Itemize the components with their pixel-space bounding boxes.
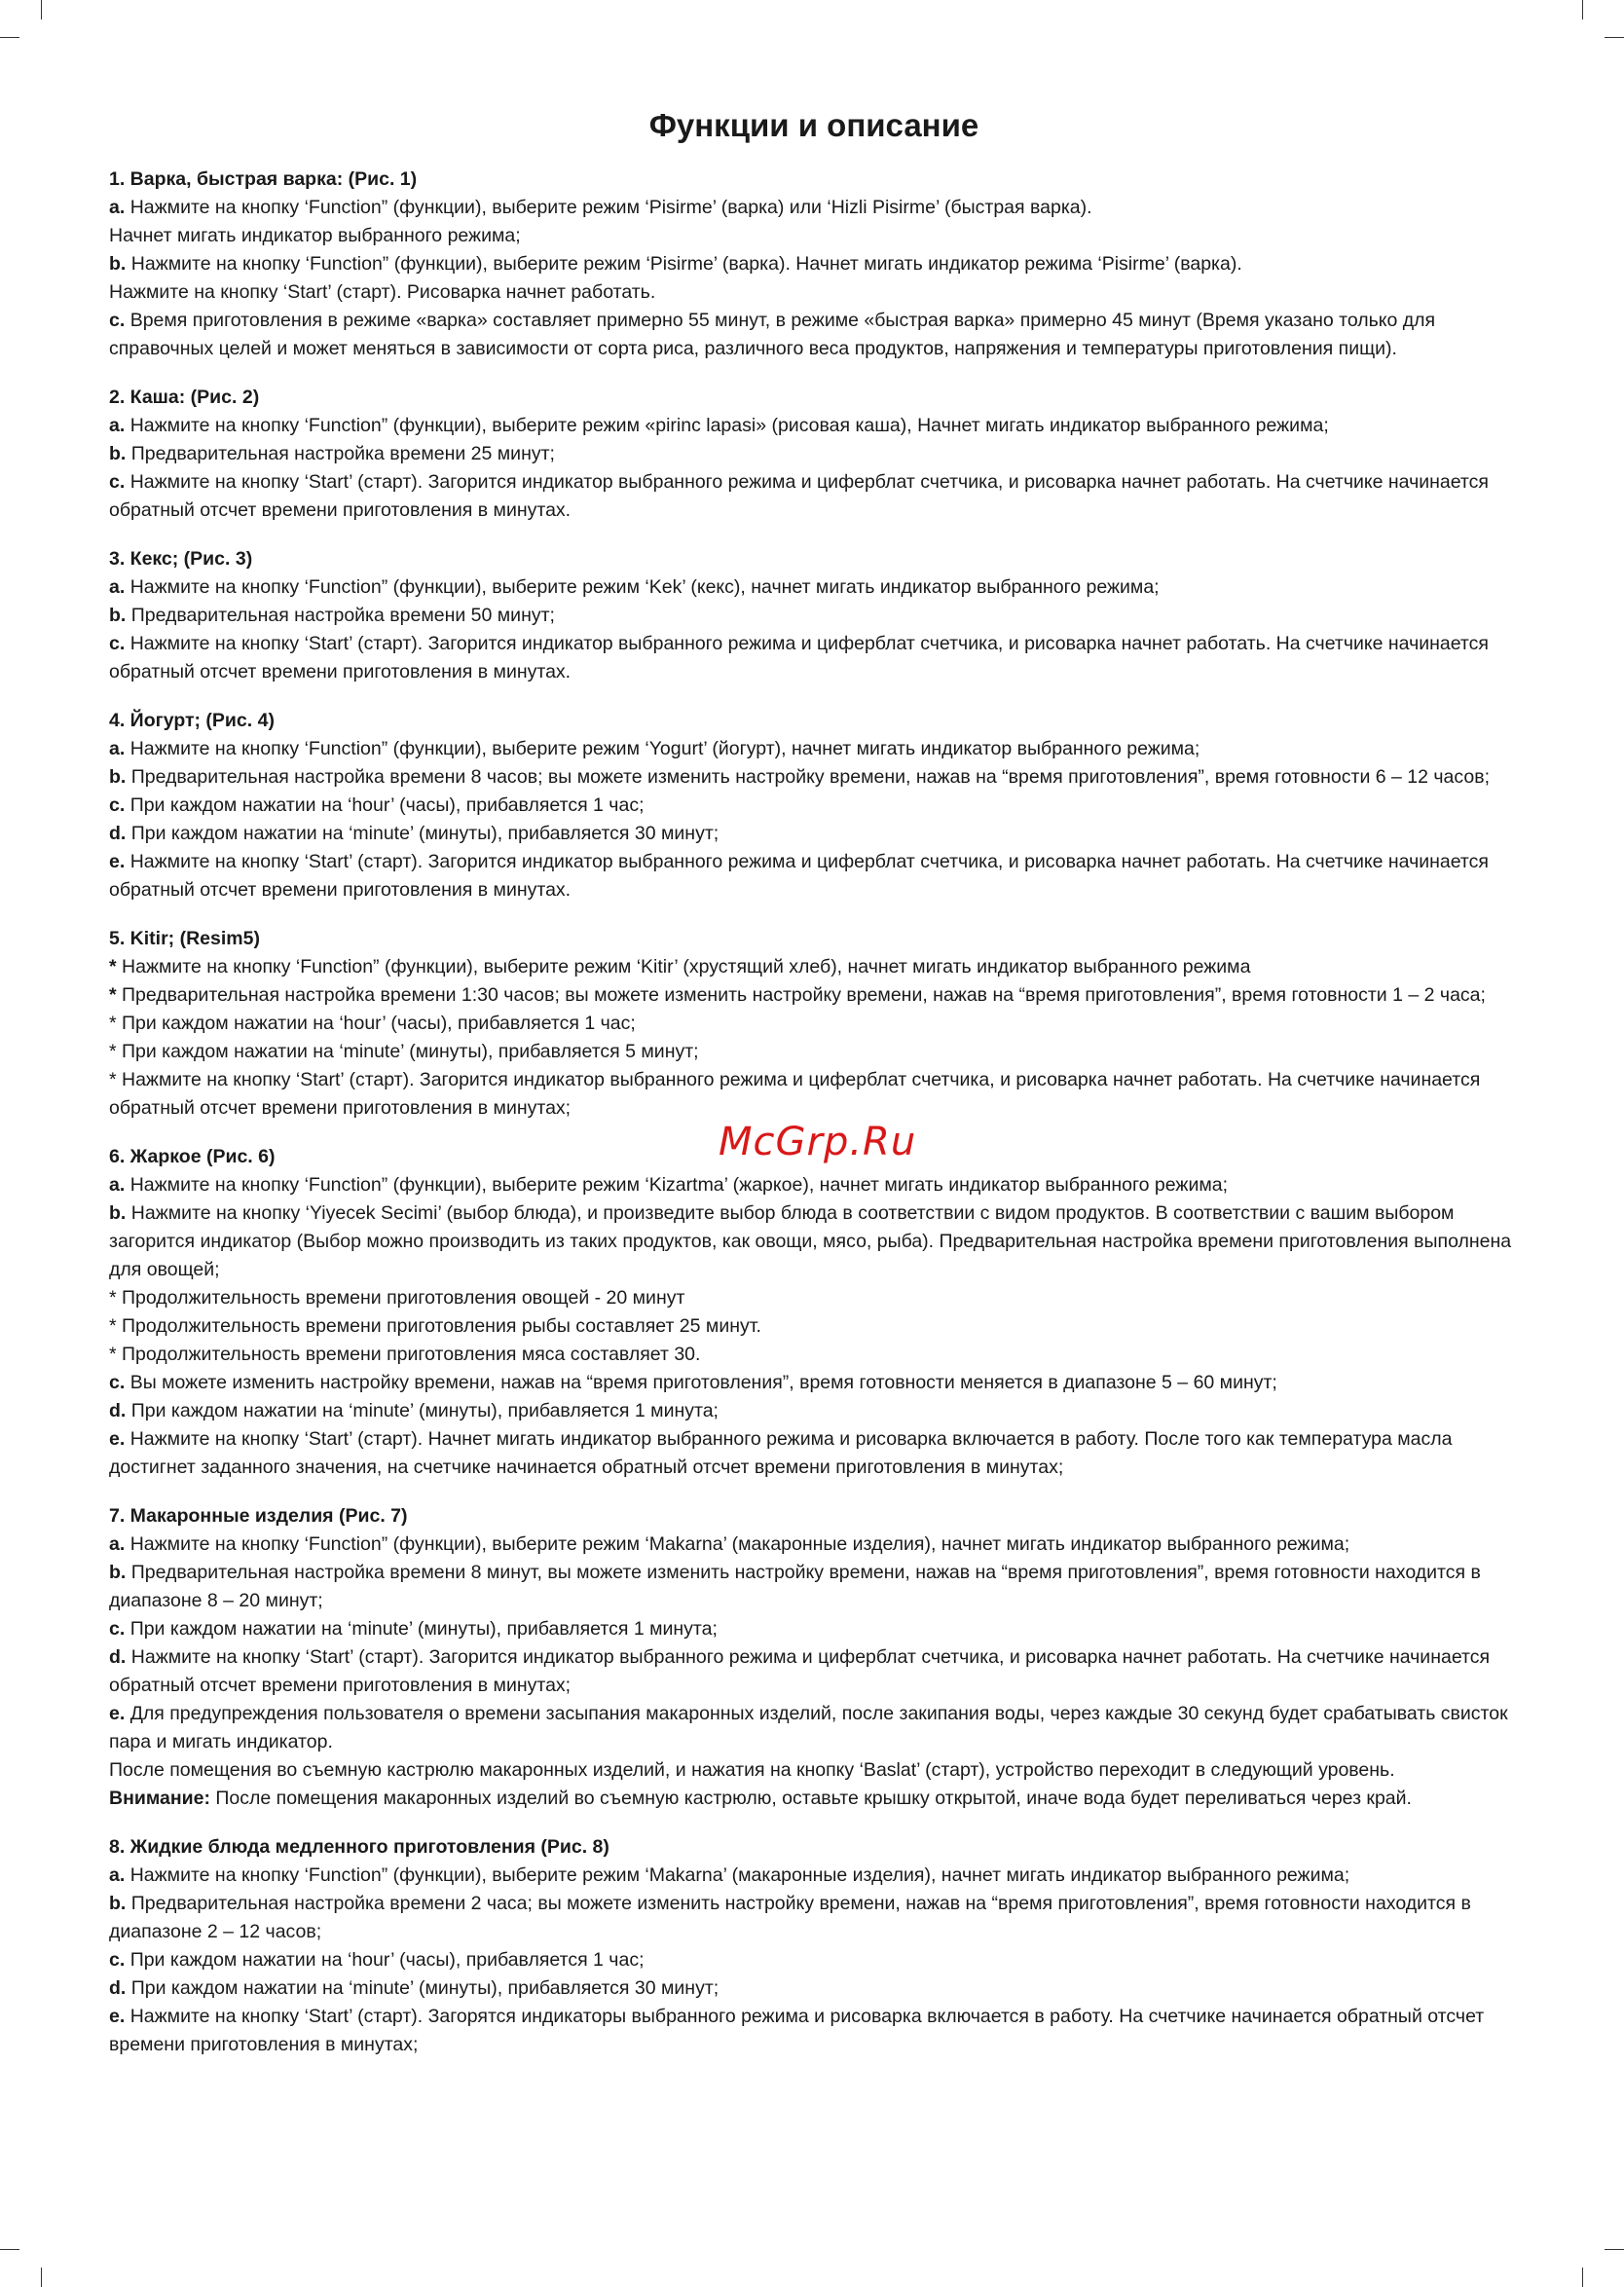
item-text: Нажмите на кнопку ‘Yiyecek Secimi’ (выбор блюда), и произведите выбор блюда в соответствии с видом продуктов. В соответствии с вашим выбором загорится индикатор (Выбор можно производить из таких продуктов, как овощи, мясо, рыба). Предварительная настройка времени приготовления выполнена для овощей; — [109, 1202, 1512, 1280]
item-text: При каждом нажатии на ‘minute’ (минуты), прибавляется 1 минута; — [130, 1400, 719, 1421]
item-text: Предварительная настройка времени 1:30 часов; вы можете изменить настройку времени, нажав на “время приготовления”, время готовности 1 – 2 часа; — [122, 984, 1486, 1006]
item-text: Для предупреждения пользователя о времени засыпания макаронных изделий, после закипания воды, через каждые 30 секунд будет срабатывать свисток пара и мигать индикатор. — [109, 1703, 1508, 1752]
paragraph-line — [109, 1010, 1519, 1038]
item-label: b. — [109, 766, 127, 788]
item-text: При каждом нажатии на ‘minute’ (минуты), прибавляется 1 минута; — [129, 1618, 718, 1640]
section-heading: 3. Кекс; (Рис. 3) — [109, 548, 253, 570]
paragraph-line — [109, 1199, 1519, 1284]
sections-container — [109, 166, 1519, 2059]
item-label: e. — [109, 851, 126, 872]
item-text: Нажмите на кнопку ‘Function” (функции), выберите режим ‘Kek’ (кекс), начнет мигать индикатор выбранного режима; — [129, 576, 1160, 598]
item-text: Нажмите на кнопку ‘Function” (функции), выберите режим ‘Kitir’ (хрустящий хлеб), начнет мигать индикатор выбранного режима — [122, 956, 1251, 978]
paragraph-line — [109, 953, 1519, 981]
item-label: d. — [109, 1977, 127, 1999]
item-label: c. — [109, 1949, 126, 1971]
item-text: Нажмите на кнопку ‘Start’ (старт). Загорятся индикаторы выбранного режима и рисоварка включается в работу. На счетчике начинается обратный отсчет времени приготовления в минутах; — [109, 2006, 1485, 2055]
crop-mark — [0, 37, 19, 38]
paragraph-line — [109, 1700, 1519, 1756]
paragraph-line — [109, 792, 1519, 820]
section-heading: 4. Йогурт; (Рис. 4) — [109, 710, 275, 731]
item-label: * — [109, 984, 117, 1006]
paragraph-line — [109, 1341, 1519, 1369]
item-text: * Продолжительность времени приготовления овощей - 20 минут — [109, 1287, 685, 1309]
item-label: a. — [109, 1174, 126, 1196]
item-label: Внимание: — [109, 1788, 210, 1809]
paragraph-line — [109, 440, 1519, 468]
item-label: b. — [109, 1202, 127, 1224]
crop-mark — [1605, 2249, 1624, 2250]
paragraph-line — [109, 735, 1519, 763]
paragraph-line — [109, 573, 1519, 602]
item-text: Нажмите на кнопку ‘Function” (функции), выберите режим ‘Kizartma’ (жаркое), начнет мигать индикатор выбранного режима; — [129, 1174, 1229, 1196]
paragraph-line — [109, 1066, 1519, 1123]
item-label: c. — [109, 633, 126, 654]
crop-mark — [41, 2268, 42, 2287]
item-text: Время приготовления в режиме «варка» составляет примерно 55 минут, в режиме «быстрая варка» примерно 45 минут (Время указано только для справочных целей и может меняться в зависимости от сорта риса, различного веса продуктов, напряжения и температуры приготовления пищи). — [109, 310, 1436, 359]
item-label: b. — [109, 253, 127, 275]
paragraph-line — [109, 1425, 1519, 1482]
paragraph-line — [109, 1615, 1519, 1643]
watermark: McGrp.Ru — [719, 1120, 917, 1164]
item-label: a. — [109, 197, 126, 218]
item-label: c. — [109, 310, 126, 331]
item-text: При каждом нажатии на ‘minute’ (минуты), прибавляется 30 минут; — [130, 1977, 720, 1999]
section-heading: 6. Жаркое (Рис. 6) — [109, 1146, 276, 1167]
section — [109, 707, 1519, 904]
paragraph-line — [109, 981, 1519, 1010]
section — [109, 1143, 1519, 1482]
item-text: Нажмите на кнопку ‘Function” (функции), выберите режим ‘Pisirme’ (варка) или ‘Hizli Pisirme’ (быстрая варка). — [129, 197, 1092, 218]
item-text: При каждом нажатии на ‘minute’ (минуты), прибавляется 30 минут; — [130, 823, 720, 844]
paragraph-line — [109, 1785, 1519, 1813]
item-text: * Продолжительность времени приготовления мяса составляет 30. — [109, 1344, 701, 1365]
item-label: a. — [109, 576, 126, 598]
paragraph-line — [109, 1038, 1519, 1066]
crop-mark — [0, 2249, 19, 2250]
item-label: a. — [109, 415, 126, 436]
item-text: * Продолжительность времени приготовления рыбы составляет 25 минут. — [109, 1315, 761, 1337]
paragraph-line — [109, 763, 1519, 792]
section — [109, 925, 1519, 1123]
item-label: c. — [109, 1618, 126, 1640]
item-text: После помещения макаронных изделий во съемную кастрюлю, оставьте крышку открытой, иначе вода будет переливаться через край. — [215, 1788, 1412, 1809]
paragraph-line — [109, 1559, 1519, 1615]
item-text: Нажмите на кнопку ‘Start’ (старт). Загорится индикатор выбранного режима и циферблат счетчика, и рисоварка начнет работать. На счетчике начинается обратный отсчет времени приготовления в минутах. — [109, 633, 1489, 682]
paragraph-line — [109, 250, 1519, 278]
crop-mark — [1605, 37, 1624, 38]
item-text: * Нажмите на кнопку ‘Start’ (старт). Загорится индикатор выбранного режима и циферблат счетчика, и рисоварка начнет работать. На счетчике начинается обратный отсчет времени приготовления в минутах; — [109, 1069, 1481, 1119]
item-label: b. — [109, 443, 127, 464]
item-text: Нажмите на кнопку ‘Function” (функции), выберите режим «pirinc lapasi» (рисовая каша), Начнет мигать индикатор выбранного режима; — [129, 415, 1329, 436]
item-text: Начнет мигать индикатор выбранного режима; — [109, 225, 521, 246]
paragraph-line — [109, 1946, 1519, 1974]
item-label: a. — [109, 1533, 126, 1555]
paragraph-line — [109, 1643, 1519, 1700]
item-text: Предварительная настройка времени 25 минут; — [130, 443, 555, 464]
paragraph-line — [109, 1284, 1519, 1312]
item-label: e. — [109, 2006, 126, 2027]
item-text: Нажмите на кнопку ‘Start’ (старт). Загорится индикатор выбранного режима и циферблат счетчика, и рисоварка начнет работать. На счетчике начинается обратный отсчет времени приготовления в минутах; — [109, 1646, 1491, 1696]
item-label: c. — [109, 1372, 126, 1393]
paragraph-line — [109, 1312, 1519, 1341]
item-label: a. — [109, 1864, 126, 1886]
item-label: c. — [109, 794, 126, 816]
item-text: Нажмите на кнопку ‘Start’ (старт). Рисоварка начнет работать. — [109, 281, 656, 303]
item-text: Нажмите на кнопку ‘Function” (функции), выберите режим ‘Pisirme’ (варка). Начнет мигать индикатор режима ‘Pisirme’ (варка). — [130, 253, 1242, 275]
section-heading: 2. Каша: (Рис. 2) — [109, 387, 260, 408]
section-heading: 5. Kitir; (Resim5) — [109, 928, 260, 949]
item-label: d. — [109, 1646, 127, 1668]
paragraph-line — [109, 820, 1519, 848]
item-text: После помещения во съемную кастрюлю макаронных изделий, и нажатия на кнопку ‘Baslat’ (старт), устройство переходит в следующий уровень. — [109, 1759, 1395, 1781]
paragraph-line — [109, 1397, 1519, 1425]
paragraph-line — [109, 278, 1519, 307]
crop-mark — [41, 0, 42, 19]
paragraph-line — [109, 1756, 1519, 1785]
paragraph-line — [109, 412, 1519, 440]
item-text: Нажмите на кнопку ‘Function” (функции), выберите режим ‘Yogurt’ (йогурт), начнет мигать индикатор выбранного режима; — [129, 738, 1200, 759]
section — [109, 166, 1519, 363]
item-text: * При каждом нажатии на ‘hour’ (часы), прибавляется 1 час; — [109, 1013, 636, 1034]
item-text: Нажмите на кнопку ‘Start’ (старт). Начнет мигать индикатор выбранного режима и рисоварка включается в работу. После того как температура масла достигнет заданного значения, на счетчике начинается обратный отсчет времени приготовления в минутах; — [109, 1428, 1453, 1478]
item-label: * — [109, 956, 117, 978]
item-text: Предварительная настройка времени 50 минут; — [130, 605, 555, 626]
crop-mark — [1582, 2268, 1583, 2287]
item-label: a. — [109, 738, 126, 759]
paragraph-line — [109, 2003, 1519, 2059]
paragraph-line — [109, 1369, 1519, 1397]
section-heading: 8. Жидкие блюда медленного приготовления (Рис. 8) — [109, 1836, 609, 1858]
item-label: b. — [109, 605, 127, 626]
item-text: Нажмите на кнопку ‘Start’ (старт). Загорится индикатор выбранного режима и циферблат счетчика, и рисоварка начнет работать. На счетчике начинается обратный отсчет времени приготовления в минутах. — [109, 471, 1489, 521]
item-label: d. — [109, 823, 127, 844]
section — [109, 384, 1519, 525]
paragraph-line — [109, 1531, 1519, 1559]
item-text: Предварительная настройка времени 8 часов; вы можете изменить настройку времени, нажав на “время приготовления”, время готовности 6 – 12 часов; — [130, 766, 1490, 788]
section — [109, 1833, 1519, 2059]
item-text: Нажмите на кнопку ‘Start’ (старт). Загорится индикатор выбранного режима и циферблат счетчика, и рисоварка начнет работать. На счетчике начинается обратный отсчет времени приготовления в минутах. — [109, 851, 1489, 901]
item-label: c. — [109, 471, 126, 493]
section — [109, 545, 1519, 686]
paragraph-line — [109, 1890, 1519, 1946]
section-heading: 7. Макаронные изделия (Рис. 7) — [109, 1505, 408, 1527]
item-text: При каждом нажатии на ‘hour’ (часы), прибавляется 1 час; — [129, 1949, 645, 1971]
item-text: Предварительная настройка времени 8 минут, вы можете изменить настройку времени, нажав на “время приготовления”, время готовности находится в диапазоне 8 – 20 минут; — [109, 1562, 1481, 1611]
paragraph-line — [109, 1862, 1519, 1890]
item-label: b. — [109, 1562, 127, 1583]
item-text: Вы можете изменить настройку времени, нажав на “время приготовления”, время готовности меняется в диапазоне 5 – 60 минут; — [129, 1372, 1277, 1393]
item-text: * При каждом нажатии на ‘minute’ (минуты), прибавляется 5 минут; — [109, 1041, 699, 1062]
document-page — [109, 107, 1519, 2080]
item-label: d. — [109, 1400, 127, 1421]
item-text: При каждом нажатии на ‘hour’ (часы), прибавляется 1 час; — [129, 794, 645, 816]
paragraph-line — [109, 468, 1519, 525]
paragraph-line — [109, 1974, 1519, 2003]
section-heading: 1. Варка, быстрая варка: (Рис. 1) — [109, 168, 418, 190]
paragraph-line — [109, 1171, 1519, 1199]
item-text: Нажмите на кнопку ‘Function” (функции), выберите режим ‘Makarna’ (макаронные изделия), начнет мигать индикатор выбранного режима; — [129, 1864, 1350, 1886]
paragraph-line — [109, 307, 1519, 363]
item-label: e. — [109, 1428, 126, 1450]
item-label: b. — [109, 1893, 127, 1914]
crop-mark — [1582, 0, 1583, 19]
item-text: Предварительная настройка времени 2 часа; вы можете изменить настройку времени, нажав на “время приготовления”, время готовности находится в диапазоне 2 – 12 часов; — [109, 1893, 1471, 1942]
paragraph-line — [109, 848, 1519, 904]
section — [109, 1502, 1519, 1813]
paragraph-line — [109, 222, 1519, 250]
paragraph-line — [109, 630, 1519, 686]
item-text: Нажмите на кнопку ‘Function” (функции), выберите режим ‘Makarna’ (макаронные изделия), начнет мигать индикатор выбранного режима; — [129, 1533, 1350, 1555]
paragraph-line — [109, 194, 1519, 222]
paragraph-line — [109, 602, 1519, 630]
page-title: Функции и описание — [648, 107, 979, 143]
item-label: e. — [109, 1703, 126, 1724]
